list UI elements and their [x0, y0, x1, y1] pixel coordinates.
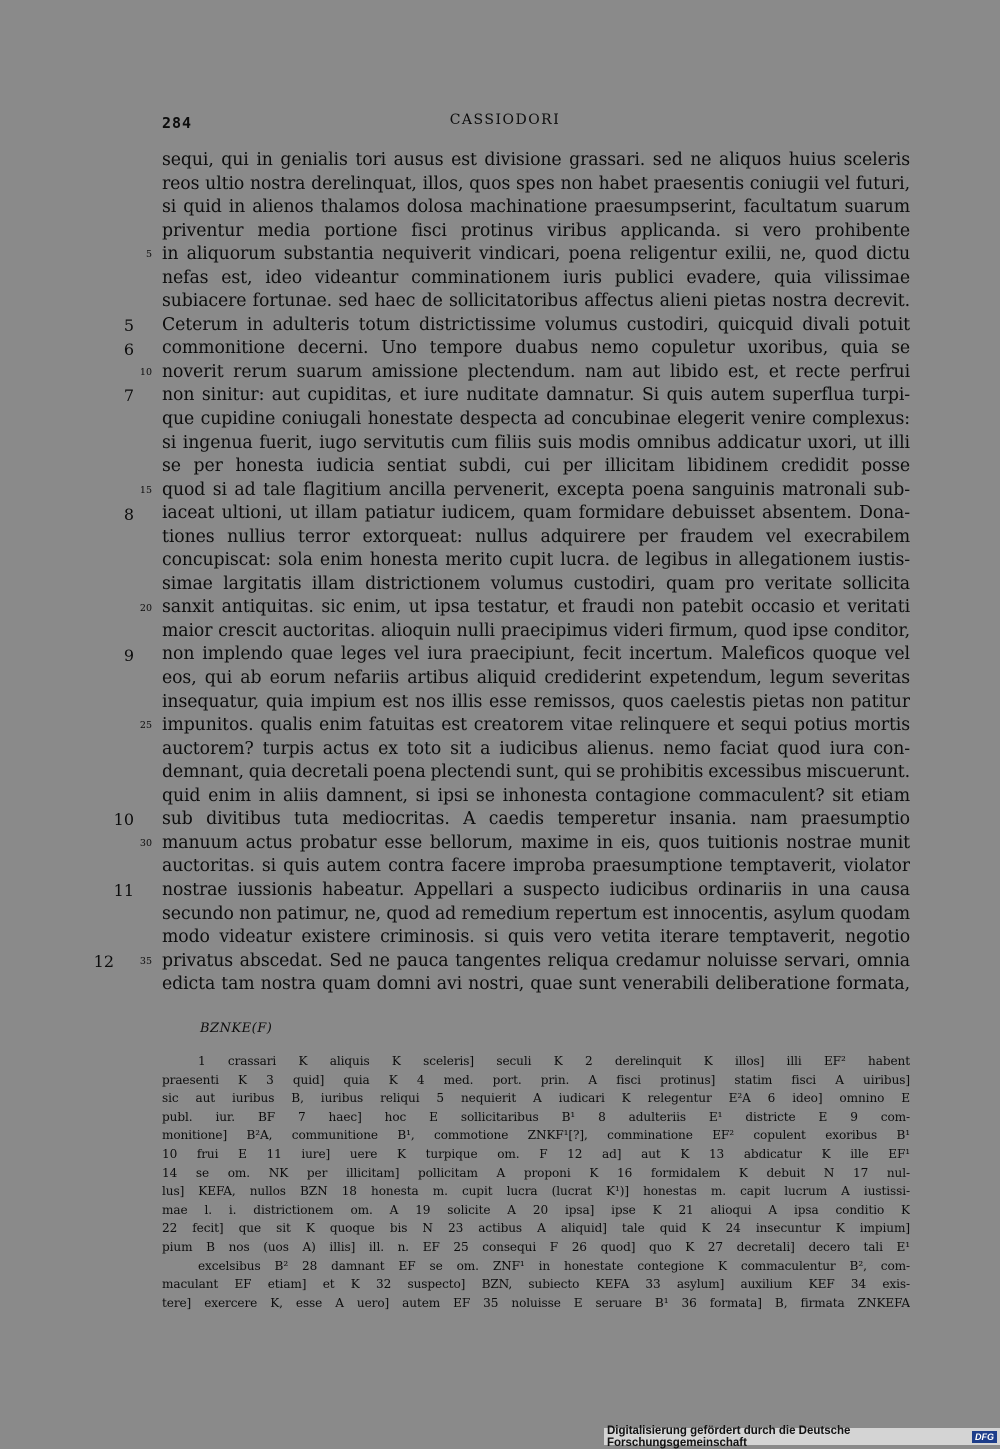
text-line: sanxit antiquitas. sic enim, ut ipsa testatur, et fraudi non patebit occasio et veritati: [162, 597, 910, 618]
text-line: secundo non patimur, ne, quod ad remedium repertum est innocentis, asylum quodam: [162, 903, 910, 924]
apparatus-line: lus] KEFA, nullos BZN 18 honesta m. cupit lucra (lucrat K¹)] honestas m. capit lucrum A iustissi-: [162, 1184, 910, 1199]
text-line: subiacere fortunae. sed haec de sollicitatoribus affectus alieni pietas nostra decrevit.: [162, 291, 910, 312]
text-line: modo videatur existere criminosis. si quis vero vetita iterare temptaverit, negotio: [162, 927, 910, 948]
text-line: demnant, quia decretali poena plectendi sunt, qui se prohibitis excessibus miscuerunt.: [162, 762, 910, 783]
digitization-footer: [604, 1424, 1000, 1449]
apparatus-line: monitione] B²A, communitione B¹, commotione ZNKF¹[?], comminatione EF² copulent exoribus B¹: [162, 1128, 910, 1143]
text-line: privatus abscedat. Sed ne pauca tangentes reliqua credamur noluisse servari, omnia: [162, 950, 910, 971]
text-line: nefas est, ideo videantur comminationem iuris publici evadere, quia vilissimae: [162, 267, 910, 288]
text-line: manuum actus probatur esse bellorum, maxime in eis, quos tuitionis nostrae munit: [162, 832, 910, 853]
text-line: sequi, qui in genialis tori ausus est divisione grassari. sed ne aliquos huius sceleris: [162, 150, 910, 170]
text-line: auctoritas. si quis autem contra facere improba praesumptione temptaverit, violator: [162, 856, 910, 877]
apparatus-line: excelsibus B² 28 damnant EF se om. ZNF¹ in honestate contegione K commaculentur B², com-: [198, 1258, 910, 1273]
main-text: [162, 149, 910, 997]
text-line: non sinitur: aut cupiditas, et iure nuditate damnatur. Si quis autem superflua turpi-: [162, 385, 910, 406]
apparatus-line: 22 fecit] que sit K quoque bis N 23 actibus A aliquid] tale quid K 24 insecuntur K impium]: [162, 1221, 910, 1236]
page-number: 284: [162, 114, 193, 132]
apparatus-line: 10 frui E 11 iure] uere K turpique om. F 12 ad] aut K 13 abdicatur K ille EF¹: [162, 1146, 910, 1161]
text-line: noverit rerum suarum amissione plectendum. nam aut libido est, et recte perfrui: [162, 361, 910, 382]
text-line: in aliquorum substantia nequiverit vindicari, poena religentur exilii, ne, quod dictu: [162, 244, 910, 265]
running-title: CASSIODORI: [449, 112, 561, 128]
apparatus-line: publ. iur. BF 7 haec] hoc E sollicitaribus B¹ 8 adulteriis E¹ districte E 9 com-: [162, 1109, 910, 1124]
text-line: que cupidine coniugali honestate despecta ad concubinae elegerit venire complexus:: [162, 409, 910, 430]
manuscript-sigla: BZNKE(F): [200, 1021, 273, 1036]
line-number: 15: [139, 485, 152, 496]
text-line: maior crescit auctoritas. alioquin nulli praecipimus videri firmum, quod ipse conditor,: [162, 620, 910, 641]
section-number: 10: [113, 810, 134, 829]
text-line: non implendo quae leges vel iura praecipiunt, fecit incertum. Maleficos quoque vel: [162, 644, 910, 665]
text-line: Ceterum in adulteris totum districtissime volumus custodiri, quicquid divali potuit: [162, 314, 910, 335]
section-number: 11: [113, 881, 134, 900]
footer-text: Digitalisierung gefördert durch die Deutsche Forschungsgemeinschaft: [607, 1424, 851, 1449]
line-number: 30: [139, 838, 152, 849]
text-line: se per honesta iudicia sentiat subdi, cui per illicitam libidinem credidit posse: [162, 456, 910, 477]
text-line: reos ultio nostra derelinquat, illos, quos spes non habet praesentis coniugii vel futuri,: [162, 173, 910, 194]
line-number: 5: [145, 249, 152, 260]
line-number: 25: [139, 720, 152, 731]
section-number: 7: [123, 386, 134, 405]
section-number: 9: [123, 646, 134, 665]
section-number: 6: [123, 340, 134, 359]
apparatus-line: 14 se om. NK per illicitam] pollicitam A proponi K 16 formidalem K debuit N 17 nul-: [162, 1165, 910, 1180]
text-line: sub divitibus tuta mediocritas. A caedis temperetur insania. nam praesumptio: [162, 809, 910, 830]
text-line: quod si ad tale flagitium ancilla pervenerit, excepta poena sanguinis matronali sub-: [162, 479, 910, 500]
text-line: concupiscat: sola enim honesta merito cupit lucra. de legibus in allegationem iustis-: [162, 550, 910, 571]
apparatus-line: 1 crassari K aliquis K sceleris] seculi K 2 derelinquit K illos] illi EF² habent: [198, 1054, 910, 1068]
text-line: edicta tam nostra quam domni avi nostri, quae sunt venerabili deliberatione formata,: [162, 974, 910, 995]
apparatus-line: praesenti K 3 quid] quia K 4 med. port. prin. A fisci protinus] statim fisci A uiribus]: [162, 1072, 910, 1087]
apparatus-line: pium B nos (uos A) illis] ill. n. EF 25 consequi F 26 quod] quo K 27 decretali] decero tali E¹: [162, 1239, 910, 1254]
apparatus-line: maculant EF etiam] et K 32 suspecto] BZN, subiecto KEFA 33 asylum] auxilium KEF 34 exis-: [162, 1277, 910, 1292]
text-line: si ingenua fuerit, iugo servitutis cum filiis suis modis omnibus addicatur uxori, ut illi: [162, 432, 910, 453]
text-line: nostrae iussionis habeatur. Appellari a suspecto iudicibus ordinariis in una causa: [162, 879, 910, 900]
apparatus-line: mae l. i. districtionem om. A 19 solicite A 20 ipsa] ipse K 21 alioqui A ipsa conditio K: [162, 1202, 910, 1217]
critical-apparatus: [162, 1052, 910, 1312]
section-number: 12: [93, 952, 114, 971]
text-line: auctorem? turpis actus ex toto sit a iudicibus alienus. nemo faciat quod iura con-: [162, 738, 910, 759]
text-line: quid enim in aliis damnent, si ipsi se inhonesta contagione commaculent? sit etiam: [162, 785, 910, 806]
section-number: 8: [123, 505, 134, 524]
text-line: commonitione decerni. Uno tempore duabus nemo copuletur uxoribus, quia se: [162, 338, 910, 359]
text-line: simae largitatis illam districtionem volumus custodiri, quam pro veritate sollicita: [162, 573, 910, 594]
line-number: 10: [139, 367, 152, 378]
text-line: impunitos. qualis enim fatuitas est creatorem vitae relinquere et sequi potius mortis: [162, 715, 910, 736]
text-line: si quid in alienos thalamos dolosa machinatione praesumpserint, facultatum suarum: [162, 197, 910, 218]
section-number: 5: [123, 316, 134, 335]
text-line: insequatur, quia impium est nos illis esse remissos, quos caelestis pietas non patitur: [162, 691, 910, 712]
apparatus-line: tere] exercere K, esse A uero] autem EF 35 noluisse E seruare B¹ 36 formata] B, firmata ZNKEFA: [162, 1295, 910, 1310]
text-line: eos, qui ab eorum nefariis artibus aliquid crediderint expetendum, legum severitas: [162, 668, 910, 689]
apparatus-line: sic aut iuribus B, iuribus reliqui 5 nequierit A iudicari K relegentur E²A 6 ideo] omnino E: [162, 1091, 910, 1106]
dfg-logo: DFG: [972, 1431, 997, 1443]
line-number: 35: [139, 956, 152, 967]
text-line: tiones nullius terror extorqueat: nullus adquirere per fraudem vel execrabilem: [162, 526, 910, 547]
text-line: priventur media portione fisci protinus viribus applicanda. si vero prohibente: [162, 220, 910, 241]
text-line: iaceat ultioni, ut illam patiatur iudicem, quam formidare debuisset absentem. Dona-: [162, 503, 910, 524]
line-number: 20: [139, 603, 152, 614]
